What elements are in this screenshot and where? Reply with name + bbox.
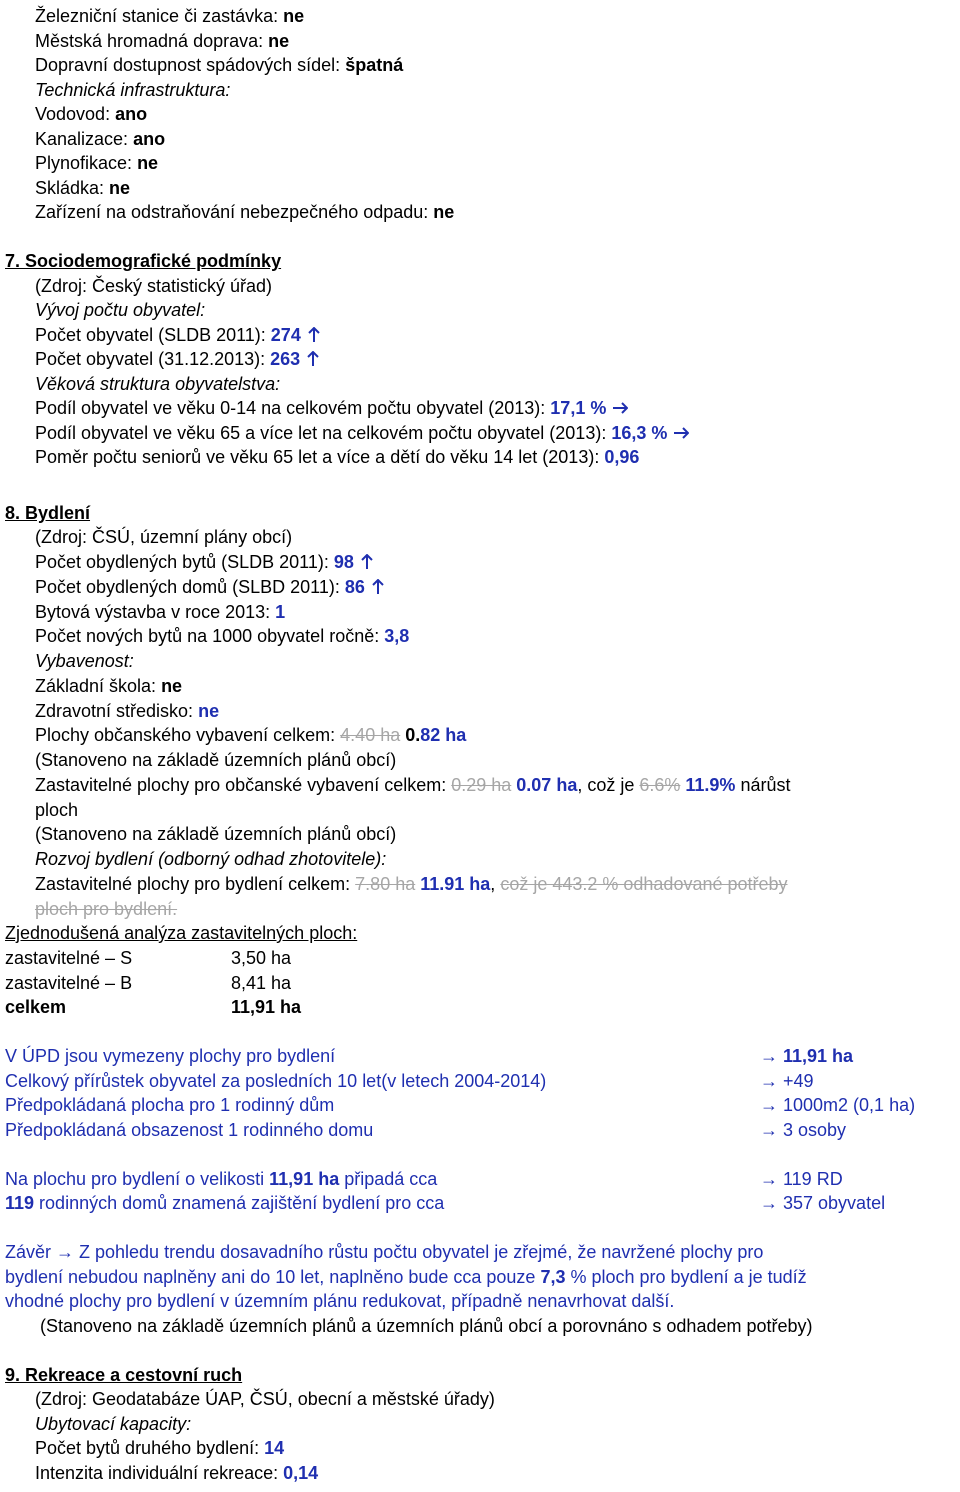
label: Zdravotní středisko: (35, 701, 199, 721)
row-value: 3,50 ha (231, 948, 292, 968)
rail-line (35, 4, 304, 28)
value: 0,14 (283, 1463, 319, 1483)
value: 274 (270, 325, 301, 345)
label: Skládka: (35, 178, 110, 198)
section9-source: (Zdroj: Geodatabáze ÚAP, ČSÚ, obecní a městské úřady) (35, 1389, 495, 1409)
pop2011-line (35, 323, 321, 347)
label: Dopravní dostupnost spádových sídel: (35, 55, 346, 75)
summary-text: Celkový přírůstek obyvatel za posledních 10 let(v letech 2004-2014) (5, 1071, 547, 1091)
age65-line (35, 421, 689, 445)
summary-row (5, 1069, 546, 1093)
value: 11,91 ha (269, 1169, 340, 1189)
section9-title: 9. Rekreace a cestovní ruch (5, 1365, 243, 1385)
conclusion-line-2 (5, 1265, 807, 1289)
section8-source: (Zdroj: ČSÚ, územní plány obcí) (35, 527, 293, 547)
text: , což je (577, 775, 640, 795)
value: 16,3 % (611, 423, 668, 443)
arrow-up-icon (306, 351, 320, 367)
arrow-right-icon (673, 426, 689, 440)
value: ano (115, 104, 148, 124)
calc-row-1 (5, 1167, 437, 1191)
text: nárůst (735, 775, 791, 795)
summary-result: → 11,91 ha (760, 1046, 854, 1066)
section7-source: (Zdroj: Český statistický úřad) (35, 276, 273, 296)
value: ne (198, 701, 220, 721)
label: Městská hromadná doprava: (35, 31, 269, 51)
label: Podíl obyvatel ve věku 0-14 na celkovém počtu obyvatel (2013): (35, 398, 551, 418)
new-flats-line (35, 624, 409, 648)
pop-heading: Vývoj počtu obyvatel: (35, 300, 206, 320)
label: Železniční stanice či zastávka: (35, 6, 284, 26)
row-name: zastavitelné – S (5, 948, 133, 968)
label: Počet nových bytů na 1000 obyvatel ročně: (35, 626, 385, 646)
arrow-up-icon (371, 579, 385, 595)
dump-line (35, 176, 130, 200)
label: Počet obydlených domů (SLBD 2011): (35, 577, 345, 597)
table-row (5, 995, 301, 1019)
summary-result: → 1000m2 (0,1 ha) (760, 1095, 916, 1115)
label: Bytová výstavba v roce 2013: (35, 602, 276, 622)
label: Poměr počtu seniorů ve věku 65 let a více a dětí do věku 14 let (2013): (35, 447, 605, 467)
label: Počet obydlených bytů (SLDB 2011): (35, 552, 334, 572)
label: Plynofikace: (35, 153, 138, 173)
text: , (490, 874, 501, 894)
arrow-up-icon (360, 554, 374, 570)
value: ne (137, 153, 159, 173)
struck-text: což je 443.2 % odhadované potřeby (500, 874, 788, 894)
hazard-line (35, 200, 454, 224)
new-percent: 11.9% (680, 775, 736, 795)
label: Zařízení na odstraňování nebezpečného odpadu: (35, 202, 434, 222)
label: Zastavitelné plochy pro bydlení celkem: (35, 874, 356, 894)
flats-line (35, 550, 374, 574)
mhd-line (35, 29, 289, 53)
row-value: 11,91 ha (231, 997, 302, 1017)
text: % ploch pro bydlení a je tudíž (565, 1267, 807, 1287)
label: Plochy občanského vybavení celkem: (35, 725, 341, 745)
section8-title: 8. Bydlení (5, 503, 91, 523)
new-value-part: 0. (511, 775, 532, 795)
text: Na plochu pro bydlení o velikosti (5, 1169, 270, 1189)
value: ne (109, 178, 131, 198)
label: Počet obyvatel (31.12.2013): (35, 349, 271, 369)
summary-text: Předpokládaná obsazenost 1 rodinného domu (5, 1120, 374, 1140)
row-name: zastavitelné – B (5, 973, 133, 993)
civic-line (35, 723, 466, 747)
conclusion-note: (Stanoveno na základě územních plánů a územních plánů obcí a porovnáno s odhadem potřeby) (40, 1316, 813, 1336)
health-line (35, 699, 219, 723)
sewer-line (35, 127, 165, 151)
zhous-wrap: ploch pro bydlení. (35, 899, 178, 919)
arrow-right-icon (612, 401, 628, 415)
text: bydlení nebudou naplněny ani do 10 let, naplněno bude cca pouze (5, 1267, 541, 1287)
summary-text: V ÚPD jsou vymezeny plochy pro bydlení (5, 1046, 336, 1066)
new-value-part: 0. (400, 725, 421, 745)
age014-line (35, 396, 628, 420)
zcivic-line (35, 773, 790, 797)
old-percent: 6.6% (639, 775, 681, 795)
access-line (35, 53, 403, 77)
build-line (35, 600, 285, 624)
label: Intenzita individuální rekreace: (35, 1463, 284, 1483)
summary-row (5, 1118, 373, 1142)
value: 3,8 (384, 626, 410, 646)
value: 7,3 (540, 1267, 566, 1287)
zhous-line (35, 872, 788, 896)
value: 14 (264, 1438, 285, 1458)
note-1: (Stanoveno na základě územních plánů obcí) (35, 750, 397, 770)
label: Kanalizace: (35, 129, 134, 149)
value: 0,96 (604, 447, 640, 467)
school-line (35, 674, 182, 698)
summary-result: → 3 osoby (760, 1120, 847, 1140)
equip-heading: Vybavenost: (35, 651, 134, 671)
calc-row-2 (5, 1191, 444, 1215)
old-value: 4.40 ha (340, 725, 401, 745)
value: ne (268, 31, 290, 51)
summary-text: Předpokládaná plocha pro 1 rodinný dům (5, 1095, 335, 1115)
value: 119 (5, 1193, 35, 1213)
value: ne (283, 6, 305, 26)
row-value: 8,41 ha (231, 973, 292, 993)
conclusion-line-3: vhodné plochy pro bydlení v územním plánu redukovat, případně nenavrhovat další. (5, 1291, 675, 1311)
summary-row (5, 1093, 334, 1117)
text: připadá cca (339, 1169, 438, 1189)
ratio-line (35, 445, 639, 469)
label: Podíl obyvatel ve věku 65 a více let na celkovém počtu obyvatel (2013): (35, 423, 612, 443)
intensity-line (35, 1461, 318, 1485)
calc-result-1: → 119 RD (760, 1169, 843, 1189)
old-value: 7.80 ha (355, 874, 416, 894)
value: ne (433, 202, 455, 222)
acc-heading: Ubytovací kapacity: (35, 1414, 192, 1434)
gas-line (35, 151, 158, 175)
tech-heading: Technická infrastruktura: (35, 80, 231, 100)
label: Počet bytů druhého bydlení: (35, 1438, 265, 1458)
note-2: (Stanoveno na základě územních plánů obcí) (35, 824, 397, 844)
old-value: 0.29 ha (451, 775, 512, 795)
water-line (35, 102, 147, 126)
text: rodinných domů znamená zajištění bydlení pro cca (34, 1193, 445, 1213)
value: 263 (270, 349, 301, 369)
pop2013-line (35, 347, 320, 371)
value: ano (133, 129, 166, 149)
new-value: 07 ha (531, 775, 578, 795)
label: Základní škola: (35, 676, 162, 696)
summary-result: → +49 (760, 1071, 814, 1091)
new-value: 11.91 ha (415, 874, 491, 894)
value: 17,1 % (550, 398, 607, 418)
second-housing-line (35, 1436, 284, 1460)
value: 98 (333, 552, 354, 572)
zcivic-wrap: ploch (35, 800, 79, 820)
section7-title: 7. Sociodemografické podmínky (5, 251, 282, 271)
table-row (5, 971, 291, 995)
calc-result-2: → 357 obyvatel (760, 1193, 886, 1213)
summary-row (5, 1044, 335, 1068)
value: špatná (345, 55, 404, 75)
new-value: 82 ha (420, 725, 467, 745)
dev-heading: Rozvoj bydlení (odborný odhad zhotovitele): (35, 849, 387, 869)
value: 1 (275, 602, 286, 622)
age-heading: Věková struktura obyvatelstva: (35, 374, 281, 394)
label: Počet obyvatel (SLDB 2011): (35, 325, 271, 345)
conclusion-line-1: Závěr → Z pohledu trendu dosavadního růstu počtu obyvatel je zřejmé, že navržené plochy pro (5, 1242, 764, 1262)
table-row (5, 946, 291, 970)
houses-line (35, 575, 385, 599)
label: Vodovod: (35, 104, 116, 124)
value: ne (161, 676, 183, 696)
label: Zastavitelné plochy pro občanské vybavení celkem: (35, 775, 452, 795)
value: 86 (344, 577, 365, 597)
arrow-up-icon (307, 327, 321, 343)
analysis-title: Zjednodušená analýza zastavitelných ploch: (5, 923, 358, 943)
row-name: celkem (5, 997, 67, 1017)
